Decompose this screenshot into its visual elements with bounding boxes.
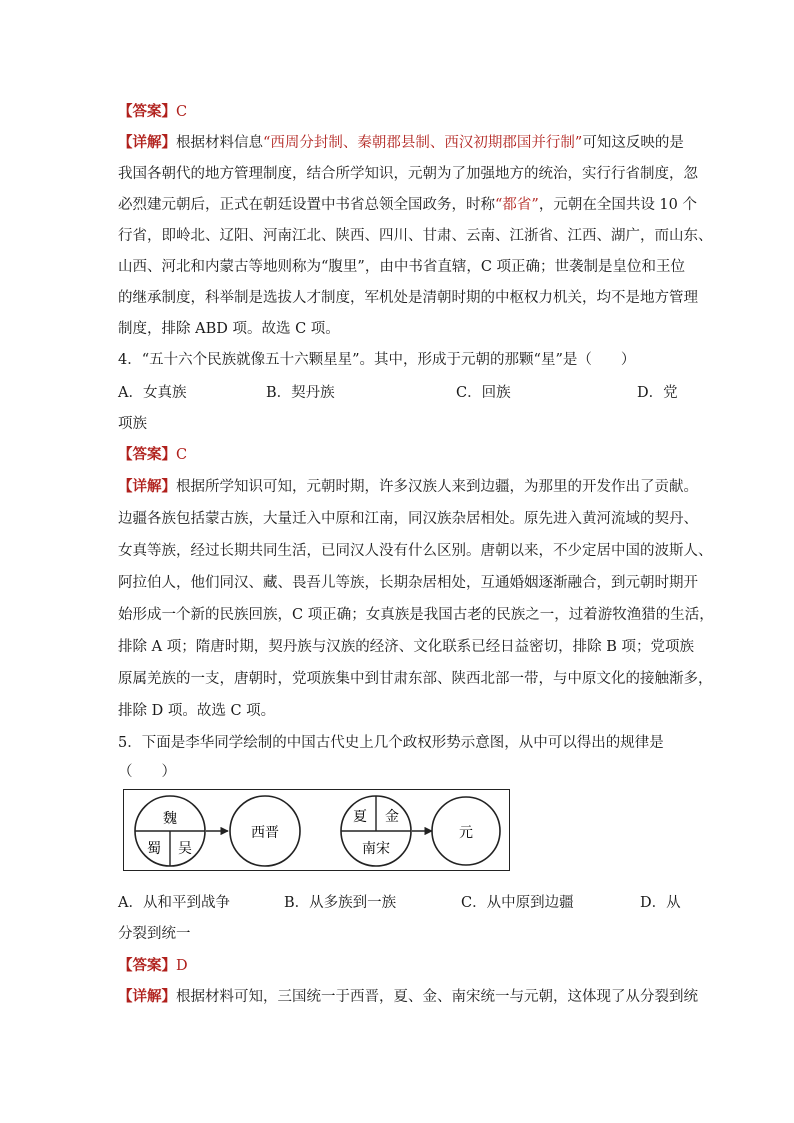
label-xia: 夏 [353, 809, 367, 825]
q3-detail-line: 【详解】根据材料信息“西周分封制、秦朝郡县制、西汉初期郡国并行制”可知这反映的是 [118, 134, 684, 151]
q5-option-d[interactable]: D．从 [640, 895, 681, 911]
q3-detail-line: 制度，排除 ABD 项。故选 C 项。 [118, 321, 340, 337]
q5-option-d-wrap: 分裂到统一 [118, 926, 191, 942]
q3-detail-line: 行省，即岭北、辽阳、河南江北、陕西、四川、甘肃、云南、江浙省、江西、湖广，而山东、 [118, 228, 713, 244]
circle-yuan [432, 797, 500, 865]
label-shu: 蜀 [147, 841, 161, 857]
label-xijin: 西晋 [251, 825, 279, 841]
detail-label: 【详解】 [118, 134, 176, 151]
q4-option-d-wrap: 项族 [118, 416, 147, 432]
q5-option-b[interactable]: B．从多族到一族 [284, 895, 397, 911]
q5-detail-line: 【详解】根据材料可知，三国统一于西晋，夏、金、南宋统一与元朝，这体现了从分裂到统 [118, 988, 698, 1005]
q4-option-d[interactable]: D．党 [637, 385, 678, 401]
answer-label: 【答案】 [118, 103, 176, 120]
label-wu: 吴 [178, 841, 192, 857]
q3-answer-value: C [176, 104, 188, 120]
label-nansong: 南宋 [362, 841, 390, 857]
q3-detail-line: 必烈建元朝后，正式在朝廷设置中书省总领全国政务，时称“都省”，元朝在全国共设 10 个 [118, 197, 697, 213]
circle-song-jin-xia [341, 796, 411, 866]
q5-answer: 【答案】D [118, 957, 188, 974]
q4-detail-line: 阿拉伯人，他们同汉、藏、畏吾儿等族，长期杂居相处，互通婚姻逐渐融合，到元朝时期开 [118, 575, 698, 591]
regime-diagram-svg [124, 790, 511, 872]
q4-option-a[interactable]: A．女真族 [118, 385, 187, 401]
label-jin: 金 [385, 809, 399, 825]
q4-detail-line: 女真等族，经过长期共同生活，已同汉人没有什么区别。唐朝以来，不少定居中国的波斯人、 [118, 543, 713, 559]
q4-detail-line: 始形成一个新的民族回族，C 项正确；女真族是我国古老的民族之一，过着游牧渔猎的生活， [118, 607, 714, 623]
q4-stem: 4．“五十六个民族就像五十六颗星星”。其中，形成于元朝的那颗“星”是（ ） [118, 352, 636, 368]
q3-detail-line: 山西、河北和内蒙古等地则称为“腹里”，由中书省直辖，C 项正确；世袭制是皇位和王位 [118, 259, 686, 275]
q4-detail-line: 【详解】根据所学知识可知，元朝时期，许多汉族人来到边疆，为那里的开发作出了贡献。 [118, 478, 698, 495]
q3-detail-line: 我国各朝代的地方管理制度，结合所学知识，元朝为了加强地方的统治，实行行省制度，忽 [118, 166, 698, 182]
regime-diagram [123, 789, 510, 871]
q4-detail-line: 排除 D 项。故选 C 项。 [118, 703, 276, 719]
q4-detail-line: 排除 A 项；隋唐时期，契丹族与汉族的经济、文化联系已经日益密切，排除 B 项；党项族 [118, 639, 695, 655]
label-yuan: 元 [459, 825, 473, 841]
label-wei: 魏 [163, 811, 177, 827]
q4-detail-line: 边疆各族包括蒙古族，大量迁入中原和江南，同汉族杂居相处。原先进入黄河流域的契丹、 [118, 511, 698, 527]
q4-answer-value: C [176, 447, 188, 463]
circle-three-kingdoms [135, 796, 205, 866]
q3-detail-line: 的继承制度，科举制是选拔人才制度，军机处是清朝时期的中枢权力机关，均不是地方管理 [118, 290, 698, 306]
q4-option-b[interactable]: B．契丹族 [266, 385, 335, 401]
q3-answer [118, 102, 187, 122]
q4-option-c[interactable]: C．回族 [456, 385, 511, 401]
q5-answer-value: D [176, 958, 188, 974]
q4-detail-line: 原属羌族的一支，唐朝时，党项族集中到甘肃东部、陕西北部一带，与中原文化的接触渐多， [118, 671, 713, 687]
q4-answer: 【答案】C [118, 446, 188, 463]
q5-option-a[interactable]: A．从和平到战争 [118, 895, 230, 911]
q5-stem: 5．下面是李华同学绘制的中国古代史上几个政权形势示意图，从中可以得出的规律是 [118, 735, 664, 751]
q3-quote: “西周分封制、秦朝郡县制、西汉初期郡国并行制” [263, 135, 583, 151]
circle-western-jin [230, 796, 300, 866]
q5-option-c[interactable]: C．从中原到边疆 [461, 895, 574, 911]
q5-stem-paren: （ ） [118, 764, 176, 780]
